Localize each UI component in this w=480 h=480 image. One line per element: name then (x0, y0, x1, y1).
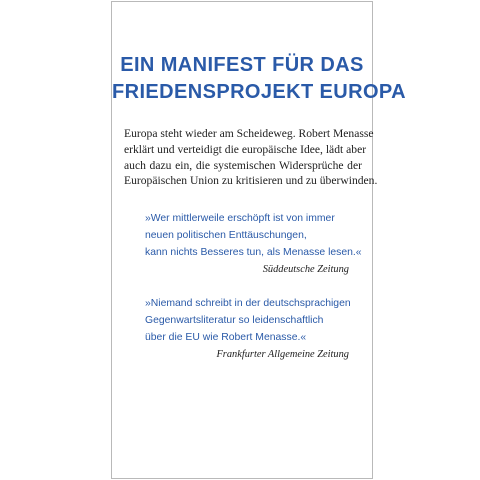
quote-text (145, 210, 369, 261)
headline-line-1: EIN MANIFEST FÜR DAS (120, 54, 364, 76)
quote-line: kann nichts Besseres tun, als Menasse lesen.« (145, 247, 362, 258)
intro-line-3: auch dazu ein, die systemischen Widersprüche der (124, 158, 362, 172)
quote-source: Frankfurter Allgemeine Zeitung (216, 349, 349, 360)
quote-line: über die EU wie Robert Menasse.« (145, 332, 307, 343)
intro-line-2: erklärt und verteidigt die europäische Idee, lädt aber (124, 142, 367, 156)
quote-text (145, 295, 369, 346)
intro-line-4: Europäischen Union zu kritisieren und zu überwinden. (124, 174, 378, 188)
quote-line: »Niemand schreibt in der deutschsprachigen (145, 298, 351, 309)
headline (112, 52, 407, 106)
quote-line: »Wer mittlerweile erschöpft ist von immer (145, 213, 335, 224)
headline-line-2: FRIEDENSPROJEKT EUROPA (112, 81, 407, 103)
quote-line: neuen politischen Enttäuschungen, (145, 230, 307, 241)
intro-paragraph (124, 126, 378, 189)
quote-source: Süddeutsche Zeitung (262, 264, 349, 275)
intro-line-1: Europa steht wieder am Scheideweg. Robert Menasse (124, 127, 374, 140)
quote-sueddeutsche (145, 210, 369, 277)
quote-line: Gegenwartsliteratur so leidenschaftlich (145, 315, 324, 326)
back-cover-page (111, 1, 407, 479)
quote-faz (145, 295, 369, 362)
